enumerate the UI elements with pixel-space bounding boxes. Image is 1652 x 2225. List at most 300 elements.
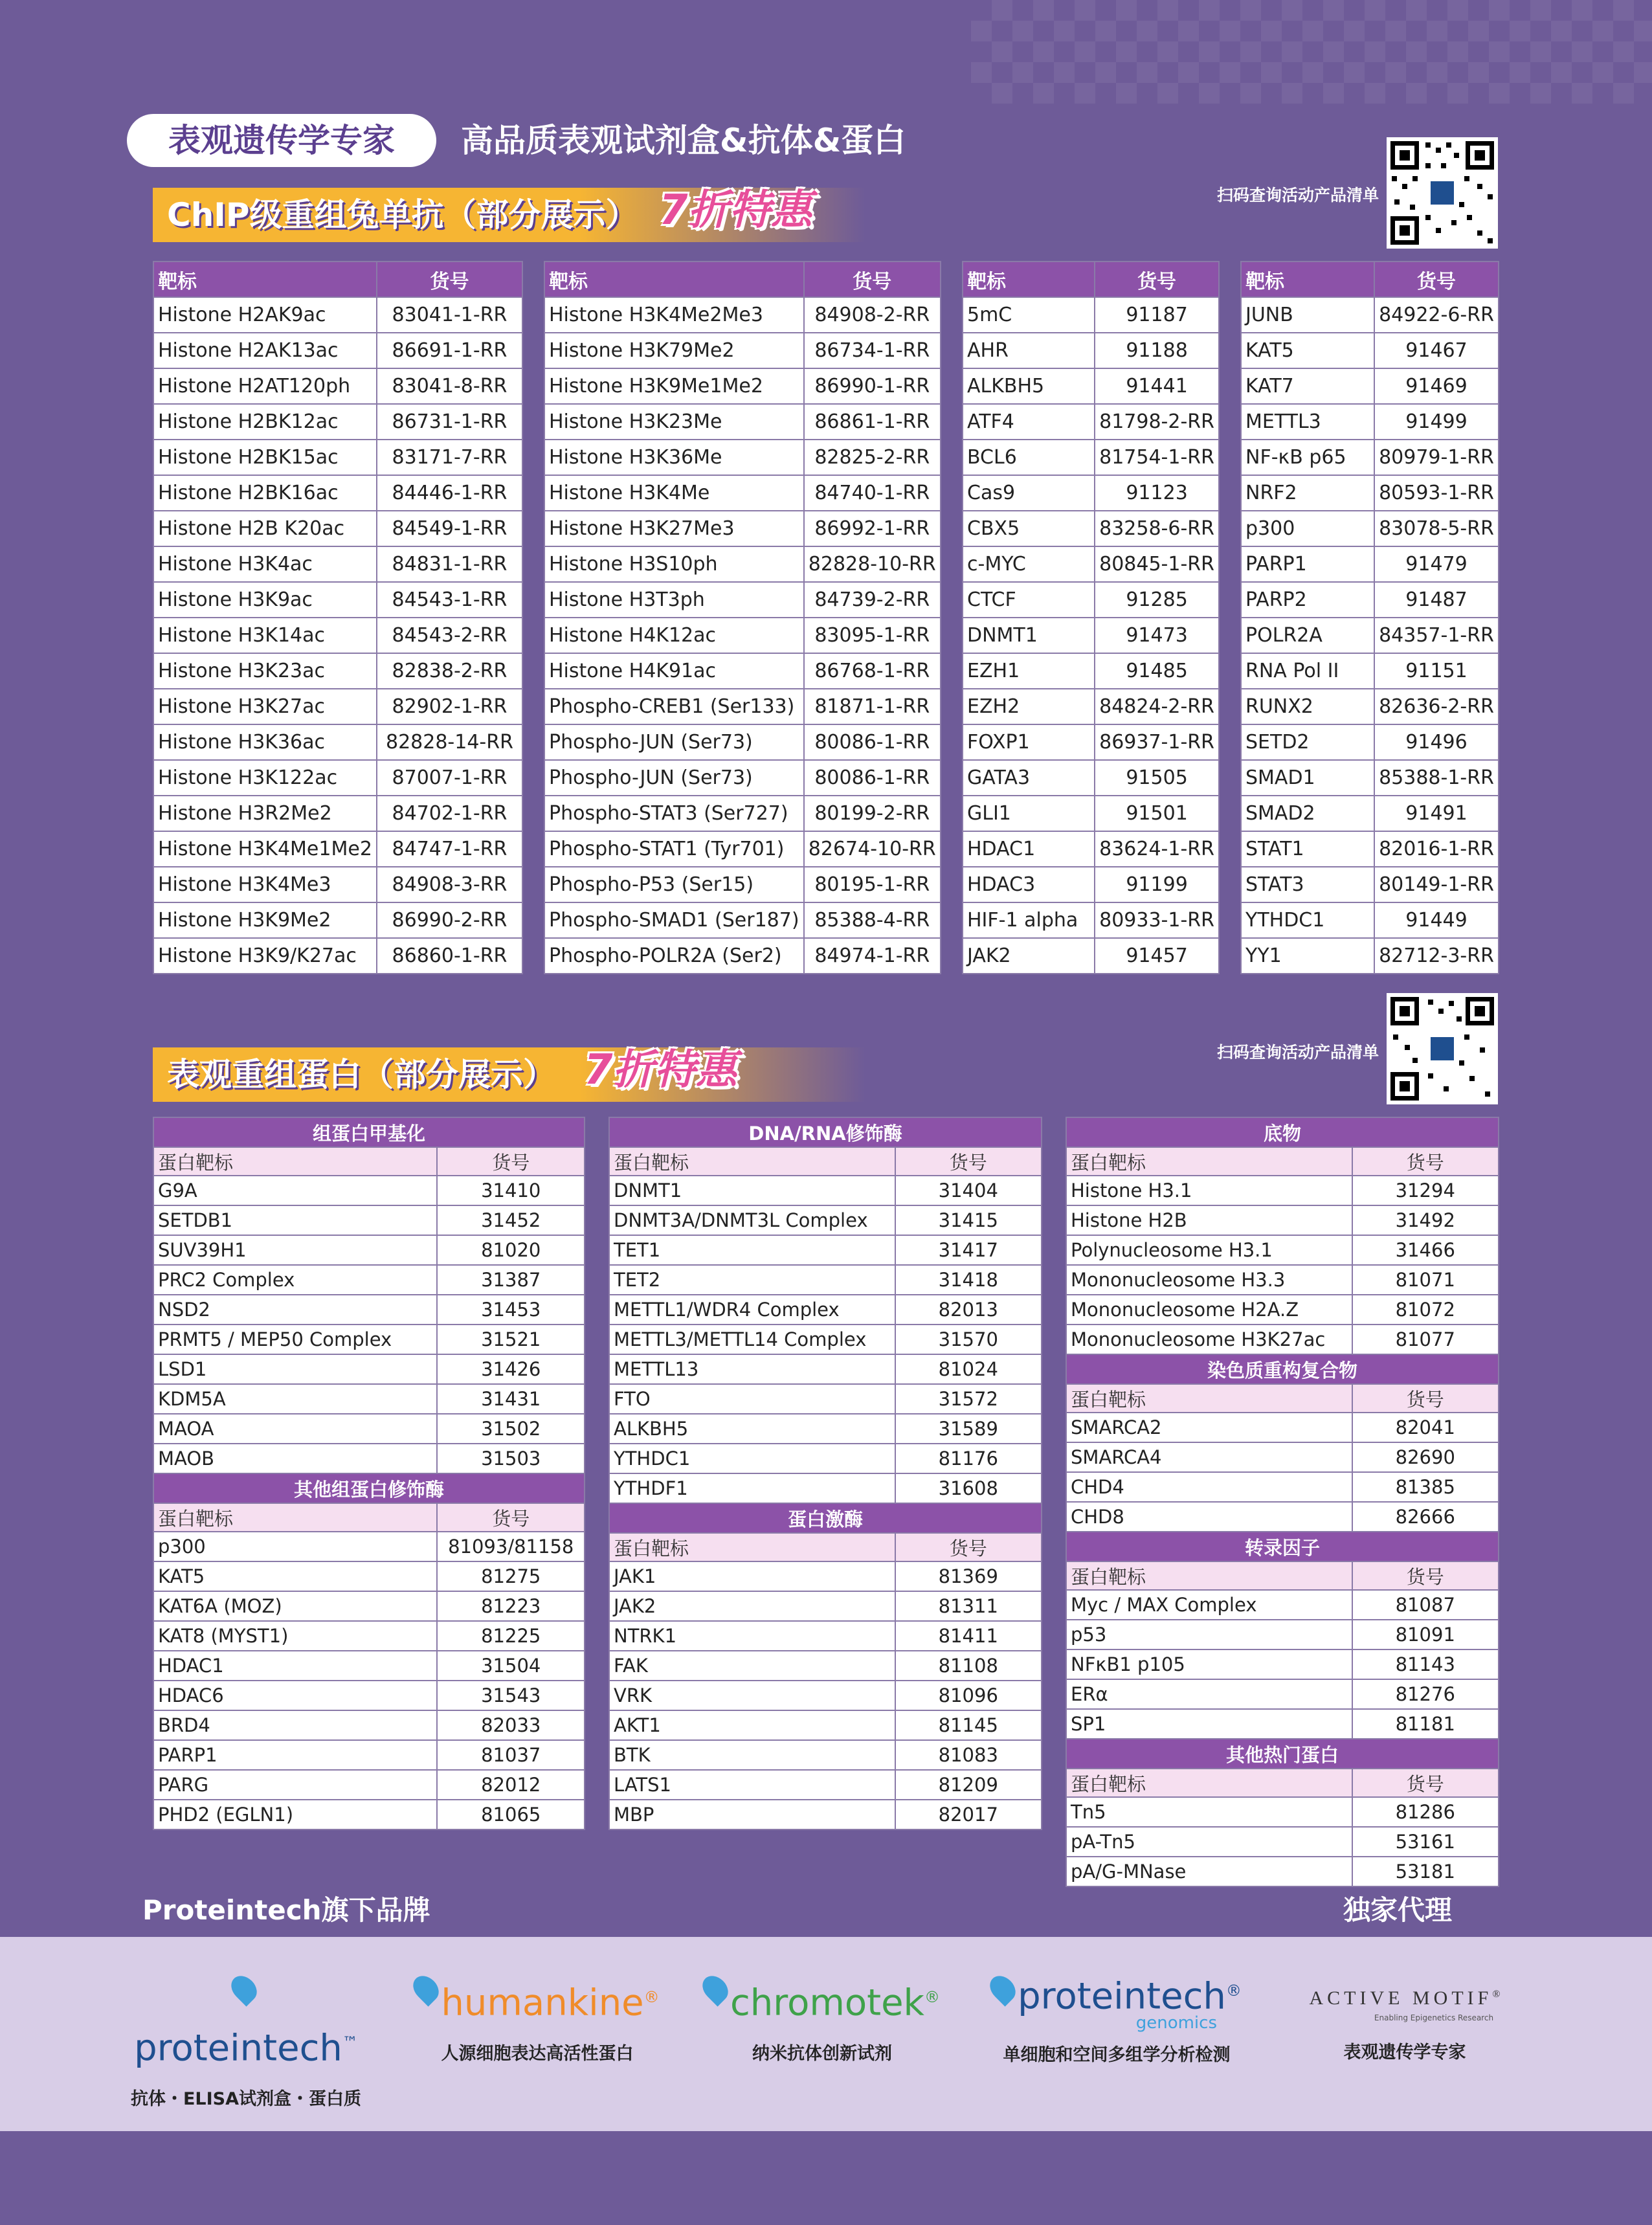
catalog-cell: 81093/81158 [437,1532,585,1561]
target-cell: Histone H3K79Me2 [544,333,804,368]
target-cell: LSD1 [153,1354,437,1384]
catalog-cell: 82016-1-RR [1374,831,1499,867]
table-row [153,867,522,902]
col-catalog-header: 货号 [437,1503,585,1532]
brand-logo [1295,1987,1515,2009]
target-cell: SP1 [1066,1709,1352,1739]
catalog-cell: 83258-6-RR [1095,511,1219,546]
section-header-row [153,1473,585,1503]
table-row [544,831,941,867]
catalog-cell: 80845-1-RR [1095,546,1219,582]
catalog-cell: 81209 [895,1770,1042,1800]
table-row [153,368,522,404]
target-cell: AKT1 [609,1710,895,1740]
target-cell: FTO [609,1384,895,1414]
catalog-cell: 31503 [437,1444,585,1473]
table-row [153,1651,585,1681]
catalog-cell: 84740-1-RR [804,475,941,511]
table-row [544,546,941,582]
col-target-header: 蛋白靶标 [1066,1384,1352,1413]
catalog-cell: 81024 [895,1354,1042,1384]
catalog-cell: 86990-1-RR [804,368,941,404]
table-row [153,831,522,867]
brand-chromotek[interactable] [699,1974,945,2064]
column-header-row [153,1147,585,1176]
decorative-checker-bottom [0,2131,1652,2225]
table-row [153,1295,585,1325]
table-row [1241,653,1499,689]
section-header-row [1066,1117,1499,1147]
target-cell: Histone H3K9ac [153,582,377,618]
target-cell: Histone H2B [1066,1205,1352,1235]
brand-humankine[interactable] [414,1974,660,2064]
catalog-cell: 91467 [1374,333,1499,368]
col-catalog-header: 货号 [1374,262,1499,297]
catalog-cell: 31452 [437,1205,585,1235]
catalog-cell: 84908-3-RR [377,867,522,902]
target-cell: Histone H2AT120ph [153,368,377,404]
table-row [153,1354,585,1384]
target-cell: SMARCA4 [1066,1442,1352,1472]
col-catalog-header: 货号 [895,1147,1042,1176]
target-cell: EZH2 [963,689,1095,724]
target-cell: Histone H3K4ac [153,546,377,582]
table-row [153,1444,585,1473]
column-header-row [1066,1384,1499,1413]
brand-proteintech-genomics[interactable] [977,1974,1256,2066]
target-cell: Histone H2AK9ac [153,297,377,333]
target-cell: CBX5 [963,511,1095,546]
protein-rows [153,1117,585,1829]
brand-proteintech[interactable] [123,1974,369,2110]
scan-label-1: 扫码查询活动产品清单 [1216,186,1379,205]
table-row [544,724,941,760]
table-row [1241,582,1499,618]
catalog-cell: 91499 [1374,404,1499,440]
catalog-cell: 86731-1-RR [377,404,522,440]
table-row [153,297,522,333]
catalog-cell: 91441 [1095,368,1219,404]
col-target-header: 蛋白靶标 [153,1147,437,1176]
target-cell: FOXP1 [963,724,1095,760]
section-title: DNA/RNA修饰酶 [609,1117,1042,1147]
table-row [1241,475,1499,511]
table-row [1241,689,1499,724]
target-cell: STAT3 [1241,867,1374,902]
catalog-cell: 84922-6-RR [1374,297,1499,333]
table-row [1241,867,1499,902]
target-cell: Tn5 [1066,1797,1352,1827]
target-cell: PRC2 Complex [153,1265,437,1295]
chip-section-title: ChIP级重组兔单抗（部分展示） [167,196,638,234]
target-cell: Phospho-JUN (Ser73) [544,760,804,796]
catalog-cell: 86860-1-RR [377,938,522,974]
catalog-cell: 80979-1-RR [1374,440,1499,475]
col-catalog-header: 货号 [1352,1561,1499,1590]
table-row [963,333,1219,368]
brand-logo [414,1974,660,2026]
table-row [1241,404,1499,440]
target-cell: Histone H2B K20ac [153,511,377,546]
target-cell: VRK [609,1681,895,1710]
table-row [1241,760,1499,796]
table-row [963,440,1219,475]
catalog-cell: 91505 [1095,760,1219,796]
catalog-cell: 81276 [1352,1679,1499,1709]
catalog-cell: 81176 [895,1444,1042,1473]
catalog-cell: 86992-1-RR [804,511,941,546]
qr-code-1[interactable] [1387,137,1498,249]
target-cell: RNA Pol II [1241,653,1374,689]
catalog-cell: 83041-8-RR [377,368,522,404]
target-cell: Mononucleosome H2A.Z [1066,1295,1352,1325]
table-row [544,796,941,831]
table-row [153,1532,585,1561]
table-row [153,1561,585,1591]
catalog-cell: 31466 [1352,1235,1499,1265]
table-row [544,689,941,724]
table-row [609,1561,1042,1591]
target-cell: Histone H3K9Me1Me2 [544,368,804,404]
brand-logo [699,1974,945,2026]
table-row [153,1710,585,1740]
target-cell: Histone H3K4Me3 [153,867,377,902]
section-title: 染色质重构复合物 [1066,1354,1499,1384]
table-row [544,404,941,440]
target-cell: Histone H3K36Me [544,440,804,475]
brand-caption: 表观遗传学专家 [1343,2042,1466,2063]
table-row [963,831,1219,867]
catalog-cell: 82013 [895,1295,1042,1325]
catalog-cell: 80593-1-RR [1374,475,1499,511]
table-row [609,1740,1042,1770]
decorative-checker-top [971,0,1652,104]
target-cell: pA-Tn5 [1066,1827,1352,1857]
droplet-icon [985,1971,1021,2006]
catalog-cell: 81083 [895,1740,1042,1770]
section-title: 其他热门蛋白 [1066,1739,1499,1769]
droplet-icon [697,1971,733,2006]
catalog-cell: 31426 [437,1354,585,1384]
chip-rows [963,297,1219,974]
table-row [153,902,522,938]
target-cell: Histone H3.1 [1066,1176,1352,1205]
table-row [1241,724,1499,760]
table-row [609,1710,1042,1740]
table-row [609,1800,1042,1829]
target-cell: SMAD2 [1241,796,1374,831]
catalog-cell: 31404 [895,1176,1042,1205]
brand-logo [977,1974,1256,2018]
catalog-cell: 81072 [1352,1295,1499,1325]
catalog-cell: 82674-10-RR [804,831,941,867]
target-cell: NRF2 [1241,475,1374,511]
table-row [963,511,1219,546]
target-cell: ALKBH5 [609,1414,895,1444]
catalog-cell: 91485 [1095,653,1219,689]
catalog-cell: 81020 [437,1235,585,1265]
catalog-cell: 31572 [895,1384,1042,1414]
brand-active-motif[interactable] [1295,1987,1515,2063]
table-row [544,938,941,974]
chip-promo-label: 7折特惠 [659,186,812,234]
table-row [609,1295,1042,1325]
table-row [153,582,522,618]
protein-table-1 [153,1117,585,1830]
table-row [963,475,1219,511]
target-cell: KDM5A [153,1384,437,1414]
section-title: 组蛋白甲基化 [153,1117,585,1147]
target-cell: GATA3 [963,760,1095,796]
catalog-cell: 85388-4-RR [804,902,941,938]
col-target-header: 蛋白靶标 [609,1533,895,1561]
catalog-cell: 31521 [437,1325,585,1354]
target-cell: Histone H3K9/K27ac [153,938,377,974]
section-header-row [609,1117,1042,1147]
target-cell: POLR2A [1241,618,1374,653]
catalog-cell: 81225 [437,1621,585,1651]
table-row [1241,938,1499,974]
catalog-cell: 91491 [1374,796,1499,831]
catalog-cell: 84702-1-RR [377,796,522,831]
target-cell: TET1 [609,1235,895,1265]
catalog-cell: 81286 [1352,1797,1499,1827]
catalog-cell: 81754-1-RR [1095,440,1219,475]
catalog-cell: 81087 [1352,1590,1499,1620]
table-row [1241,902,1499,938]
catalog-cell: 81096 [895,1681,1042,1710]
column-header-row [1066,1769,1499,1797]
table-row [153,724,522,760]
target-cell: SMAD1 [1241,760,1374,796]
table-row [963,368,1219,404]
target-cell: KAT5 [153,1561,437,1591]
col-catalog-header: 货号 [804,262,941,297]
table-row [544,368,941,404]
chip-table-4 [1240,261,1499,974]
table-row [1241,333,1499,368]
section-header-row [153,1117,585,1147]
target-cell: Histone H3K9Me2 [153,902,377,938]
trademark-mark: ® [643,1988,660,2006]
table-row [609,1354,1042,1384]
catalog-cell: 82012 [437,1770,585,1800]
table-row [963,689,1219,724]
target-cell: SUV39H1 [153,1235,437,1265]
trademark-mark: ® [1225,1982,1242,2000]
catalog-cell: 81065 [437,1800,585,1829]
target-cell: PARP1 [153,1740,437,1770]
target-cell: Mononucleosome H3K27ac [1066,1325,1352,1354]
table-row [963,297,1219,333]
table-row [544,653,941,689]
table-row [963,938,1219,974]
brand-sub-label: genomics [1135,2013,1217,2033]
table-row [609,1473,1042,1503]
brand-caption: 抗体・ELISA试剂盒・蛋白质 [130,2088,362,2109]
target-cell: Histone H2BK12ac [153,404,377,440]
table-row [153,1681,585,1710]
target-cell: KAT6A (MOZ) [153,1591,437,1621]
protein-table-3 [1066,1117,1499,1887]
target-cell: Histone H3S10ph [544,546,804,582]
target-cell: Polynucleosome H3.1 [1066,1235,1352,1265]
col-target-header: 靶标 [963,262,1095,297]
catalog-cell: 82690 [1352,1442,1499,1472]
target-cell: JUNB [1241,297,1374,333]
catalog-cell: 87007-1-RR [377,760,522,796]
catalog-cell: 80199-2-RR [804,796,941,831]
catalog-cell: 31294 [1352,1176,1499,1205]
section-header-row [1066,1739,1499,1769]
table-row [963,404,1219,440]
table-row [1241,546,1499,582]
catalog-cell: 31418 [895,1265,1042,1295]
table-row [544,582,941,618]
protein-section-banner [153,1047,865,1102]
catalog-cell: 84974-1-RR [804,938,941,974]
catalog-cell: 91151 [1374,653,1499,689]
table-row [1241,511,1499,546]
catalog-cell: 81411 [895,1621,1042,1651]
catalog-cell: 84739-2-RR [804,582,941,618]
brand-logo-text: proteintech [1018,1975,1226,2018]
table-row [609,1265,1042,1295]
catalog-cell: 86768-1-RR [804,653,941,689]
target-cell: Phospho-POLR2A (Ser2) [544,938,804,974]
table-row [153,796,522,831]
agency-title: 独家代理 [1343,1894,1453,1926]
target-cell: EZH1 [963,653,1095,689]
chip-rows [1241,297,1499,974]
qr-code-2[interactable] [1387,993,1498,1104]
target-cell: METTL1/WDR4 Complex [609,1295,895,1325]
target-cell: Myc / MAX Complex [1066,1590,1352,1620]
target-cell: PARP2 [1241,582,1374,618]
chip-table-1 [153,261,523,974]
catalog-cell: 91285 [1095,582,1219,618]
target-cell: YTHDC1 [609,1444,895,1473]
table-row [609,1651,1042,1681]
target-cell: PRMT5 / MEP50 Complex [153,1325,437,1354]
col-target-header: 蛋白靶标 [1066,1561,1352,1590]
protein-promo-label: 7折特惠 [584,1046,737,1094]
target-cell: NFκB1 p105 [1066,1649,1352,1679]
catalog-cell: 82828-10-RR [804,546,941,582]
target-cell: YTHDF1 [609,1473,895,1503]
table-row [153,1325,585,1354]
catalog-cell: 91479 [1374,546,1499,582]
table-row [1066,1679,1499,1709]
target-cell: YTHDC1 [1241,902,1374,938]
target-cell: PARG [153,1770,437,1800]
table-row [153,546,522,582]
target-cell: p300 [153,1532,437,1561]
catalog-cell: 91469 [1374,368,1499,404]
col-target-header: 靶标 [544,262,804,297]
column-header-row [609,1147,1042,1176]
target-cell: DNMT1 [609,1176,895,1205]
catalog-cell: 31431 [437,1384,585,1414]
catalog-cell: 80195-1-RR [804,867,941,902]
target-cell: Histone H3K122ac [153,760,377,796]
target-cell: KAT7 [1241,368,1374,404]
catalog-cell: 82825-2-RR [804,440,941,475]
target-cell: Histone H2BK16ac [153,475,377,511]
target-cell: Phospho-STAT3 (Ser727) [544,796,804,831]
col-catalog-header: 货号 [437,1147,585,1176]
table-row [963,760,1219,796]
table-row [609,1205,1042,1235]
trademark-mark: ™ [342,2033,358,2052]
target-cell: HDAC1 [963,831,1095,867]
table-row [153,1621,585,1651]
column-header-row [1066,1147,1499,1176]
target-cell: Histone H2BK15ac [153,440,377,475]
table-row [963,653,1219,689]
catalog-cell: 82902-1-RR [377,689,522,724]
catalog-cell: 81385 [1352,1472,1499,1502]
table-row [1066,1709,1499,1739]
scan-label-2: 扫码查询活动产品清单 [1216,1043,1379,1062]
target-cell: Phospho-P53 (Ser15) [544,867,804,902]
target-cell: G9A [153,1176,437,1205]
catalog-cell: 86937-1-RR [1095,724,1219,760]
target-cell: Phospho-CREB1 (Ser133) [544,689,804,724]
target-cell: Histone H4K91ac [544,653,804,689]
target-cell: DNMT1 [963,618,1095,653]
table-row [963,546,1219,582]
section-header-row [609,1503,1042,1533]
target-cell: LATS1 [609,1770,895,1800]
catalog-cell: 31417 [895,1235,1042,1265]
catalog-cell: 81091 [1352,1620,1499,1649]
target-cell: Histone H3K27ac [153,689,377,724]
target-cell: 5mC [963,297,1095,333]
brand-caption: 人源细胞表达高活性蛋白 [441,2043,634,2064]
target-cell: PARP1 [1241,546,1374,582]
brand-logo-text: proteintech [134,2027,342,2070]
target-cell: c-MYC [963,546,1095,582]
catalog-cell: 31410 [437,1176,585,1205]
table-row [153,689,522,724]
catalog-cell: 91501 [1095,796,1219,831]
catalog-cell: 82636-2-RR [1374,689,1499,724]
table-row [609,1414,1042,1444]
target-cell: Mononucleosome H3.3 [1066,1265,1352,1295]
table-row [1066,1413,1499,1442]
catalog-cell: 84908-2-RR [804,297,941,333]
table-row [1066,1325,1499,1354]
catalog-cell: 53181 [1352,1857,1499,1886]
column-header-row [153,1503,585,1532]
target-cell: pA/G-MNase [1066,1857,1352,1886]
target-cell: Histone H3K14ac [153,618,377,653]
target-cell: KAT5 [1241,333,1374,368]
catalog-cell: 82041 [1352,1413,1499,1442]
catalog-cell: 84831-1-RR [377,546,522,582]
catalog-cell: 81143 [1352,1649,1499,1679]
protein-table-2 [608,1117,1042,1830]
target-cell: Histone H3K23ac [153,653,377,689]
col-catalog-header: 货号 [1352,1384,1499,1413]
target-cell: TET2 [609,1265,895,1295]
target-cell: SETDB1 [153,1205,437,1235]
target-cell: HDAC1 [153,1651,437,1681]
section-title: 转录因子 [1066,1532,1499,1561]
table-row [1066,1857,1499,1886]
table-row [1066,1442,1499,1472]
